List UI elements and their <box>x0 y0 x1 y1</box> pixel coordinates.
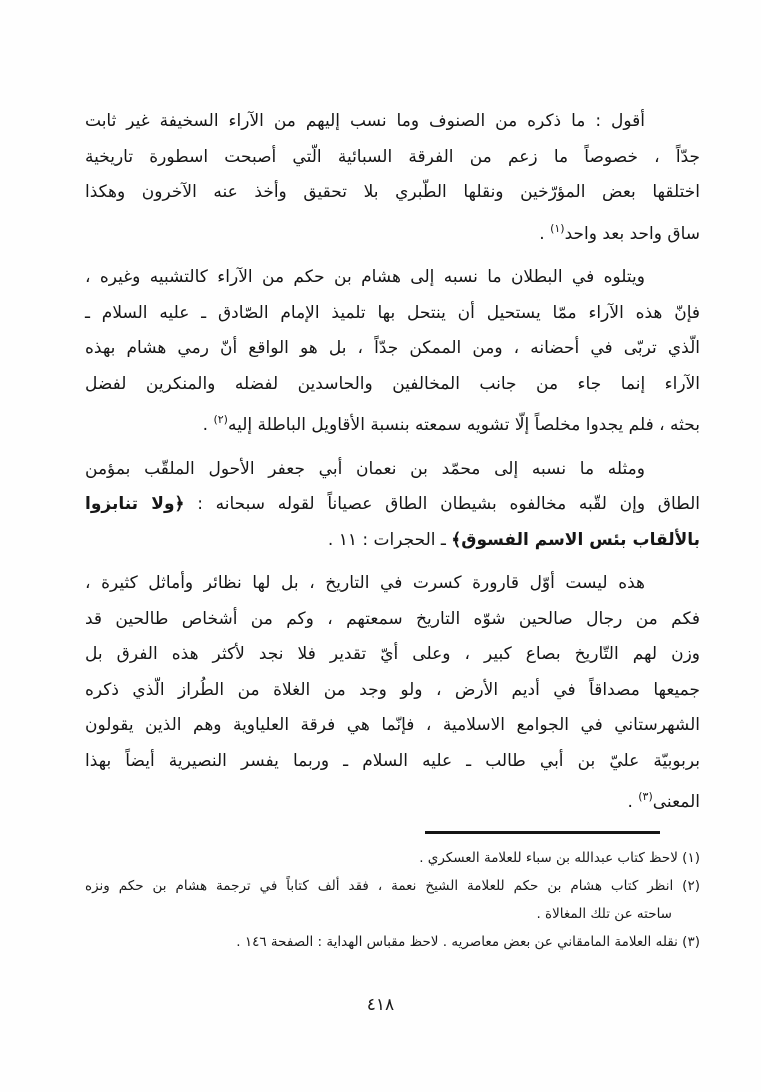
text-segment: جميعها مصداقاً في أديم الأرض ، ولو وجد من الغلاة من الطُراز الّذي ذكره <box>85 679 700 700</box>
text-segment: ساحته عن تلك المغالاة . <box>536 906 672 922</box>
text-segment: فكم من رجال صالحين شوّه التاريخ سمعتهم ، وكم من أشخاص طالحين قد <box>85 608 700 629</box>
footnote-marker: (٢) <box>213 413 228 426</box>
text-line <box>85 637 700 673</box>
text-line <box>85 331 700 367</box>
text-line <box>85 928 700 956</box>
text-line <box>85 900 700 928</box>
footnote-separator <box>425 831 660 834</box>
text-segment: وزن لهم التّاريخ بصاع كبير ، وعلى أيّ تقدير فلا نجد لأكثر هذه الفرق بل <box>85 644 700 664</box>
quran-quote: ﴿ولا تنابزوا <box>85 494 185 514</box>
footnote <box>85 872 700 928</box>
text-line <box>85 367 700 403</box>
text-segment: . <box>202 415 214 435</box>
text-segment: ساق واحد بعد واحد <box>564 223 700 244</box>
text-line <box>85 296 700 332</box>
text-segment: اختلقها بعض المؤرّخين ونقلها الطّبري بلا تحقيق وأخذ عنه الآخرون وهكذا <box>85 182 700 202</box>
text-segment: المعنى <box>652 792 700 812</box>
text-segment: بربوبيّة عليّ بن أبي طالب ـ عليه السلام ـ وربما يفسر النصيرية أيضاً بهذا <box>85 750 700 771</box>
text-segment: الطاق وإن لقّبه مخالفوه بشيطان الطاق عصياناً لقوله سبحانه : <box>184 494 700 514</box>
text-line <box>85 602 700 638</box>
text-segment: . <box>539 223 551 244</box>
quran-quote: بالألقاب بئس الاسم الفسوق﴾ <box>451 529 700 550</box>
text-line <box>85 566 700 602</box>
footnote <box>85 928 700 956</box>
text-segment: هذه ليست أوّل قارورة كسرت في التاريخ ، بل لها نظائر وأماثل كثيرة ، <box>85 573 645 593</box>
paragraph <box>85 452 700 559</box>
text-line <box>85 487 700 523</box>
text-line <box>85 523 700 559</box>
text-line <box>85 402 700 444</box>
text-segment: (٣) نقله العلامة المامقاني عن بعض معاصريه . لاحظ مقباس الهداية : الصفحة ١٤٦ . <box>236 934 700 950</box>
footnote <box>85 844 700 872</box>
footnote-marker: (١) <box>550 221 565 235</box>
text-segment: الشهرستاني في الجوامع الاسلامية ، فإنّما هي فرقة العلياوية وهم الذين يقولون <box>85 715 700 735</box>
text-segment: . <box>627 792 639 812</box>
paragraph <box>85 260 700 444</box>
text-segment: ومثله ما نسبه إلى محمّد بن نعمان أبي جعفر الأحول الملقّب بمؤمن <box>85 458 645 479</box>
text-segment: ويتلوه في البطلان ما نسبه إلى هشام بن حكم من الآراء كالتشبيه وغيره ، <box>85 267 645 287</box>
footnote-marker: (٣) <box>638 790 653 803</box>
footnotes-section <box>85 831 700 956</box>
text-segment: ـ الحجرات : ١١ . <box>327 529 452 550</box>
paragraph <box>85 566 700 821</box>
text-segment: فإنّ هذه الآراء ممّا يستحيل أن ينتحل بها تلميذ الإمام الصّادق ـ عليه السلام ـ <box>85 302 700 323</box>
text-line <box>85 708 700 744</box>
text-segment: (٢) انظر كتاب هشام بن حكم للعلامة الشيخ نعمة ، فقد ألف كتاباً في ترجمة هشام بن حكم ونزه <box>85 878 700 894</box>
text-segment: الآراء إنما جاء من جانب المخالفين والحاسدين لفضله والمنكرين لفضل <box>85 373 700 394</box>
text-segment: بحثه ، فلم يجدوا مخلصاً إلّا تشويه سمعته بنسبة الأقاويل الباطلة إليه <box>227 415 700 435</box>
text-line <box>85 452 700 488</box>
text-line <box>85 844 700 872</box>
main-text <box>85 104 700 829</box>
text-line <box>85 744 700 780</box>
text-segment: (١) لاحظ كتاب عبدالله بن سباء للعلامة العسكري . <box>419 850 700 866</box>
page-number: ٤١٨ <box>366 995 395 1015</box>
text-line <box>85 140 700 176</box>
text-line <box>85 872 700 900</box>
text-segment: جدّاً ، خصوصاً ما زعم من الفرقة السبائية الّتي أصبحت اسطورة تاريخية <box>85 146 700 167</box>
text-line <box>85 104 700 140</box>
paragraph <box>85 104 700 252</box>
text-segment: أقول : ما ذكره من الصنوف وما نسب إليهم من الآراء السخيفة غير ثابت <box>85 111 645 131</box>
footnote-list <box>85 844 700 956</box>
text-line <box>85 673 700 709</box>
text-line <box>85 211 700 253</box>
text-segment: الّذي تربّى في أحضانه ، ومن الممكن جدّاً ، بل هو الواقع أنّ رمي هشام بهذه <box>85 338 700 358</box>
text-line <box>85 779 700 821</box>
text-line <box>85 260 700 296</box>
text-line <box>85 175 700 211</box>
